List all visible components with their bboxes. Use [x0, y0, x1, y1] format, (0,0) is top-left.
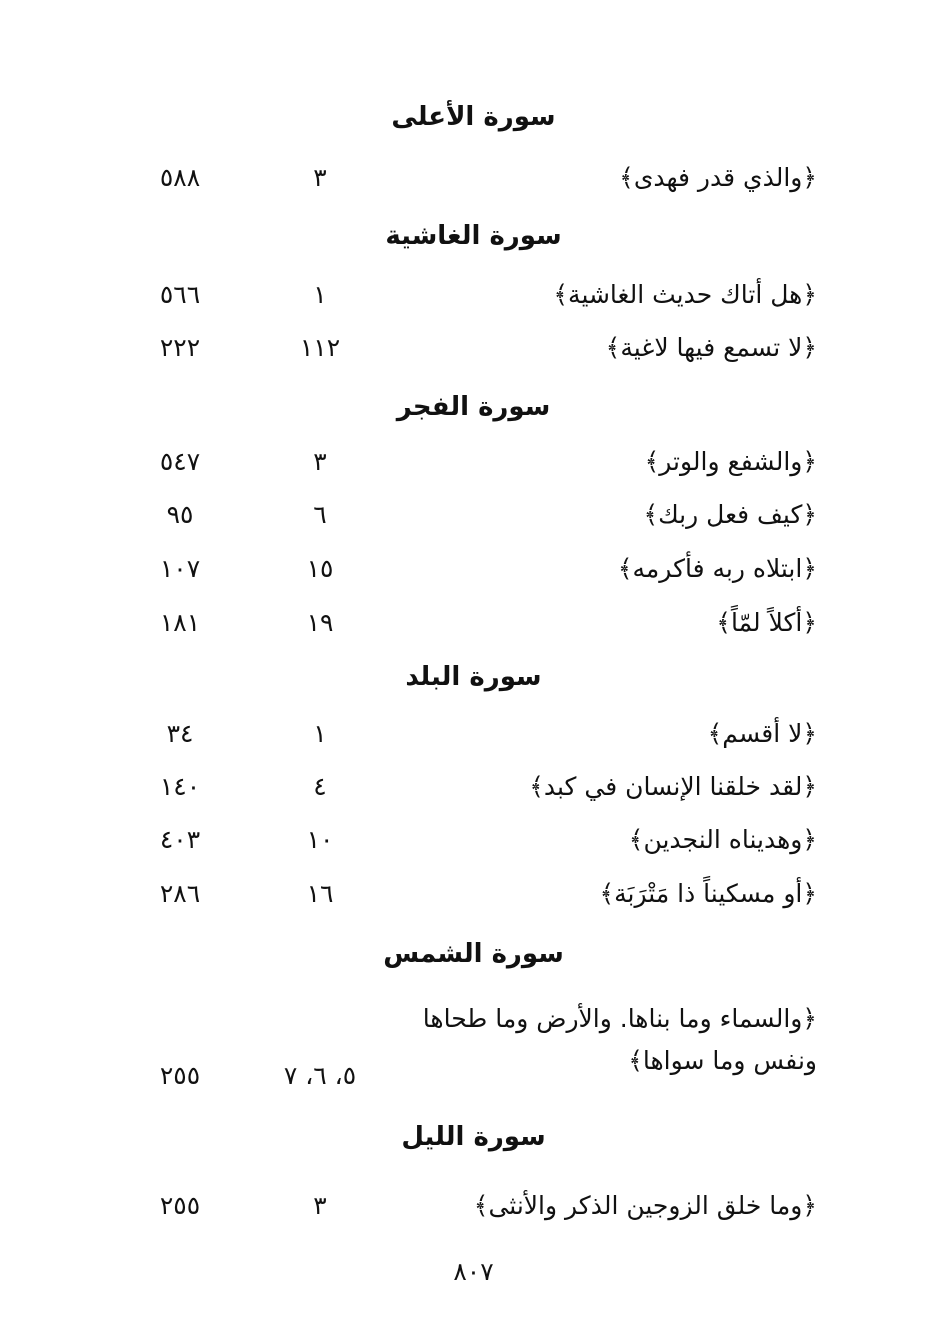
index-row: [0, 275, 947, 315]
index-row: [0, 874, 947, 914]
ayah-number: ٣: [313, 447, 327, 476]
index-row: [0, 328, 947, 368]
index-row: [0, 1186, 947, 1226]
ayah-number: ٥، ٦، ٧: [283, 1061, 357, 1090]
ayah-number: ١: [313, 280, 327, 309]
verse-text: ﴿هل أتاك حديث الغاشية﴾: [553, 280, 817, 309]
page-number: ٨٠٧: [453, 1257, 494, 1286]
page-reference: ٣٤: [166, 719, 194, 748]
verse-line: ﴿والسماء وما بناها. والأرض وما طحاها: [422, 1004, 817, 1033]
index-row: [0, 714, 947, 754]
page-reference: ٢٢٢: [159, 333, 201, 362]
verse-text: ﴿كيف فعل ربك﴾: [643, 500, 817, 529]
verse-text: ﴿لا أقسم﴾: [707, 719, 817, 748]
ayah-number: ١١٢: [299, 333, 341, 362]
surah-heading-al-ghashiya: سورة الغاشية: [385, 221, 562, 251]
page-reference: ٥٦٦: [159, 280, 201, 309]
verse-text: ﴿لا تسمع فيها لاغية﴾: [605, 333, 817, 362]
index-row: [0, 495, 947, 535]
verse-text: ﴿ابتلاه ربه فأكرمه﴾: [617, 554, 817, 583]
surah-heading-ash-shams: سورة الشمس: [383, 939, 564, 969]
ayah-number: ٤: [313, 772, 327, 801]
ayah-number: ١: [313, 719, 327, 748]
index-row: [0, 442, 947, 482]
surah-heading-al-layl: سورة الليل: [401, 1122, 546, 1152]
ayah-number: ١٥: [306, 554, 334, 583]
ayah-number: ١٩: [306, 608, 334, 637]
page-reference: ٢٨٦: [159, 879, 201, 908]
verse-text: ﴿وما خلق الزوجين الذكر والأنثى﴾: [473, 1191, 817, 1220]
ayah-number: ٣: [313, 163, 327, 192]
index-row: [0, 549, 947, 589]
ayah-number: ١٦: [306, 879, 334, 908]
verse-line: ونفس وما سواها﴾: [628, 1046, 817, 1075]
page-reference: ٤٠٣: [159, 825, 201, 854]
index-row: [0, 1056, 947, 1096]
verse-text: ﴿والذي قدر فهدى﴾: [619, 163, 817, 192]
index-row: [0, 603, 947, 643]
surah-heading-al-fajr: سورة الفجر: [396, 392, 551, 422]
page-reference: ٩٥: [166, 500, 194, 529]
index-row: [0, 158, 947, 198]
page-reference: ١٨١: [159, 608, 201, 637]
page-reference: ٢٥٥: [159, 1061, 201, 1090]
verse-text: ﴿والشفع والوتر﴾: [644, 447, 817, 476]
page-reference: ٢٥٥: [159, 1191, 201, 1220]
page-reference: ١٠٧: [159, 554, 201, 583]
ayah-number: ٣: [313, 1191, 327, 1220]
verse-text: ﴿أكلاً لمّاً﴾: [716, 608, 817, 637]
verse-text: ﴿أو مسكيناً ذا مَتْرَبَة﴾: [599, 879, 817, 908]
index-row: [0, 767, 947, 807]
ayah-number: ٦: [313, 500, 327, 529]
page-reference: ٥٤٧: [159, 447, 201, 476]
verse-text: ﴿وهديناه النجدين﴾: [628, 825, 817, 854]
ayah-number: ١٠: [306, 825, 334, 854]
index-row: [0, 820, 947, 860]
verse-text: ﴿لقد خلقنا الإنسان في كبد﴾: [529, 772, 817, 801]
surah-heading-al-ala: سورة الأعلى: [391, 102, 556, 132]
surah-heading-al-balad: سورة البلد: [405, 662, 542, 692]
page-reference: ٥٨٨: [159, 163, 201, 192]
page-reference: ١٤٠: [159, 772, 201, 801]
